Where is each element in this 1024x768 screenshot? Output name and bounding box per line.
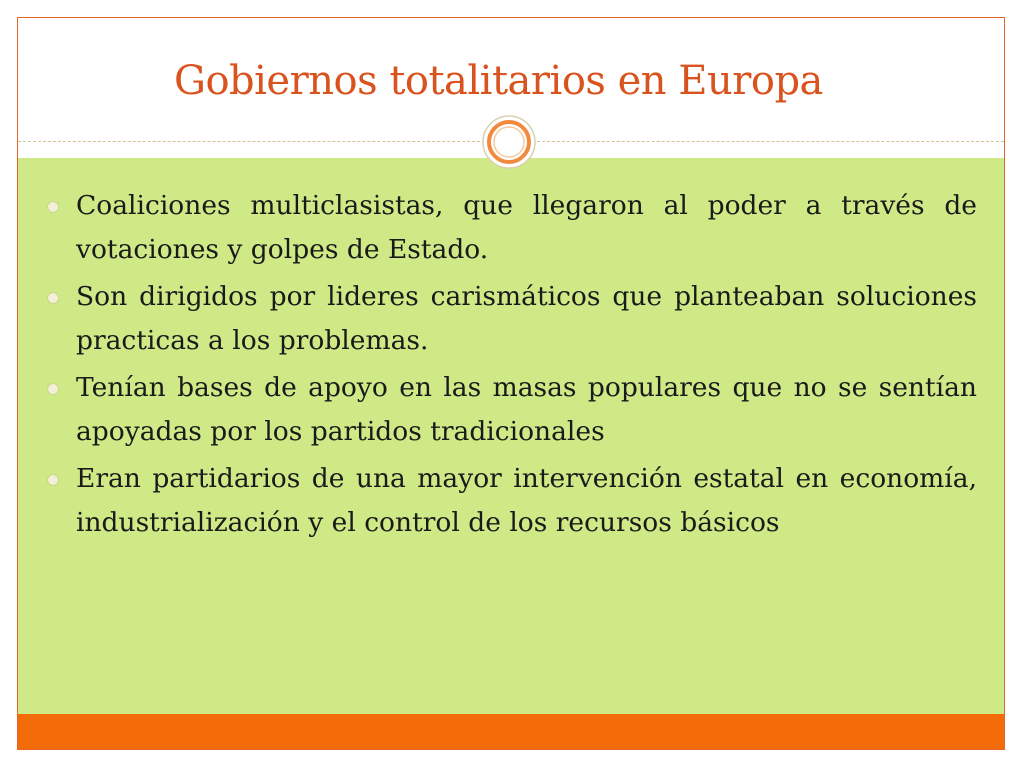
list-item <box>47 366 977 454</box>
list-item <box>47 184 977 272</box>
round-bullet-icon <box>47 474 59 486</box>
round-bullet-icon <box>47 383 59 395</box>
round-bullet-icon <box>47 201 59 213</box>
bullet-text: Son dirigidos por lideres carismáticos que planteaban soluciones practicas a los problemas. <box>76 281 977 356</box>
list-item <box>47 457 977 545</box>
bullet-list <box>47 184 977 548</box>
slide-title: Gobiernos totalitarios en Europa <box>174 58 823 104</box>
content-panel <box>18 158 1004 716</box>
bullet-text: Coaliciones multiclasistas, que llegaron al poder a través de votaciones y golpes de Estado. <box>76 190 977 265</box>
bullet-text: Eran partidarios de una mayor intervención estatal en economía, industrialización y el control de los recursos básicos <box>76 463 977 538</box>
bullet-text: Tenían bases de apoyo en las masas populares que no se sentían apoyadas por los partidos tradicionales <box>76 372 977 447</box>
circle-ring-ornament-icon <box>481 114 537 170</box>
bottom-accent-bar <box>18 714 1004 749</box>
list-item <box>47 275 977 363</box>
slide <box>17 17 1005 750</box>
round-bullet-icon <box>47 292 59 304</box>
